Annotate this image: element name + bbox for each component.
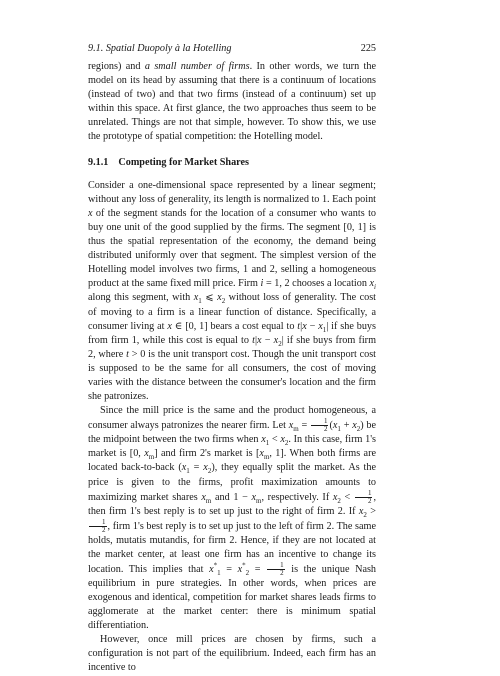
chapter-title: 9.1. Spatial Duopoly à la Hotelling xyxy=(88,43,232,54)
intro-paragraph: regions) and a small number of firms. In other words, we turn the model on its head by assuming that there is a continuum of locations (instead of two) and that two firms (instead of a continuum) set up within this space. At first glance, the two approaches thus seem to be unrelated. Things are not that simple, however. To show this, we use the prototype of spatial competition: the Hotelling model. xyxy=(88,61,377,143)
paragraph-setup: Consider a one-dimensional space represented by a linear segment; without any loss of generality, its length is normalized to 1. Each point x of the segment stands for the location of a consumer who wants to buy one unit of the good supplied by the firms. The segment [0, 1] is thus the spatial representation of the economy, the demand being distributed uniformly over that segment. The simplest version of the Hotelling model involves two firms, 1 and 2, selling a homogeneous product at the same fixed mill price. Firm i = 1, 2 chooses a location $x_i$ along this segment, with $x_1$ ⩽ $x_2$ without loss of generality. The cost of moving to a firm is a linear function of distance. Specifically, a consumer living at x ∈ [0, 1] bears a cost equal to $t|x - x_1|$ if she buys from firm 1, while this cost is equal to $t|x - x_2|$ if she buys from firm 2, where t > 0 is the unit transport cost. Though the unit transport cost is supposed to be the same for all consumers, the cost of moving varies with the distance between the consumer's location and the firm she patronizes. xyxy=(88,179,377,403)
fraction-one-half: $\frac{1}{2}$ xyxy=(311,418,329,433)
fraction-one-half: $\frac{1}{2}$ xyxy=(89,519,107,534)
fraction-one-half: $\frac{1}{2}$ xyxy=(355,490,373,505)
section-number: 9.1.1 xyxy=(88,156,109,168)
page-number: 225 xyxy=(360,43,376,54)
fraction-one-half: $\frac{1}{2}$ xyxy=(267,562,285,577)
body-text xyxy=(88,60,376,676)
paragraph-mill-prices: However, once mill prices are chosen by firms, such a configuration is not part of the equilibrium. Indeed, each firm has an incentive to xyxy=(88,634,376,674)
section-title: Competing for Market Shares xyxy=(118,156,250,168)
section-heading xyxy=(88,156,376,170)
running-header xyxy=(88,42,376,56)
paragraph-market-shares: Since the mill price is the same and the product homogeneous, a consumer always patronizes the nearer firm. Let $x_m$ = $\frac{1}{2}$ $(x_1 + x_2)$ be the midpoint between the two firms when $x_1 < x_2$. In this case, firm 1's market is [0, $x_m$] and firm 2's market is [$x_m$, 1]. When both firms are located back-to-back $(x_1 = x_2)$, they equally split the market. As the price is given to the firms, profit maximization amounts to maximizing market shares $x_m$ and $1 - x_m$, respectively. If $x_2$ < $\frac{1}{2}$ , then firm 1's best reply is to set up just to the right of firm 2. If $x_2$ > $\frac{1}{2}$ , firm 1's best reply is to set up just to the left of firm 2. The same holds, mutatis mutandis, for firm 2. Hence, if they are not located at the market center, at least one firm has an incentive to change its location. This implies that $x^*_1 = x^*_2$ = $\frac{1}{2}$ is the unique Nash equilibrium in pure strategies. In other words, when prices are exogenous and identical, competition for market shares leads firms to agglomerate at the market center: there is minimum spatial differentiation. xyxy=(88,405,377,632)
